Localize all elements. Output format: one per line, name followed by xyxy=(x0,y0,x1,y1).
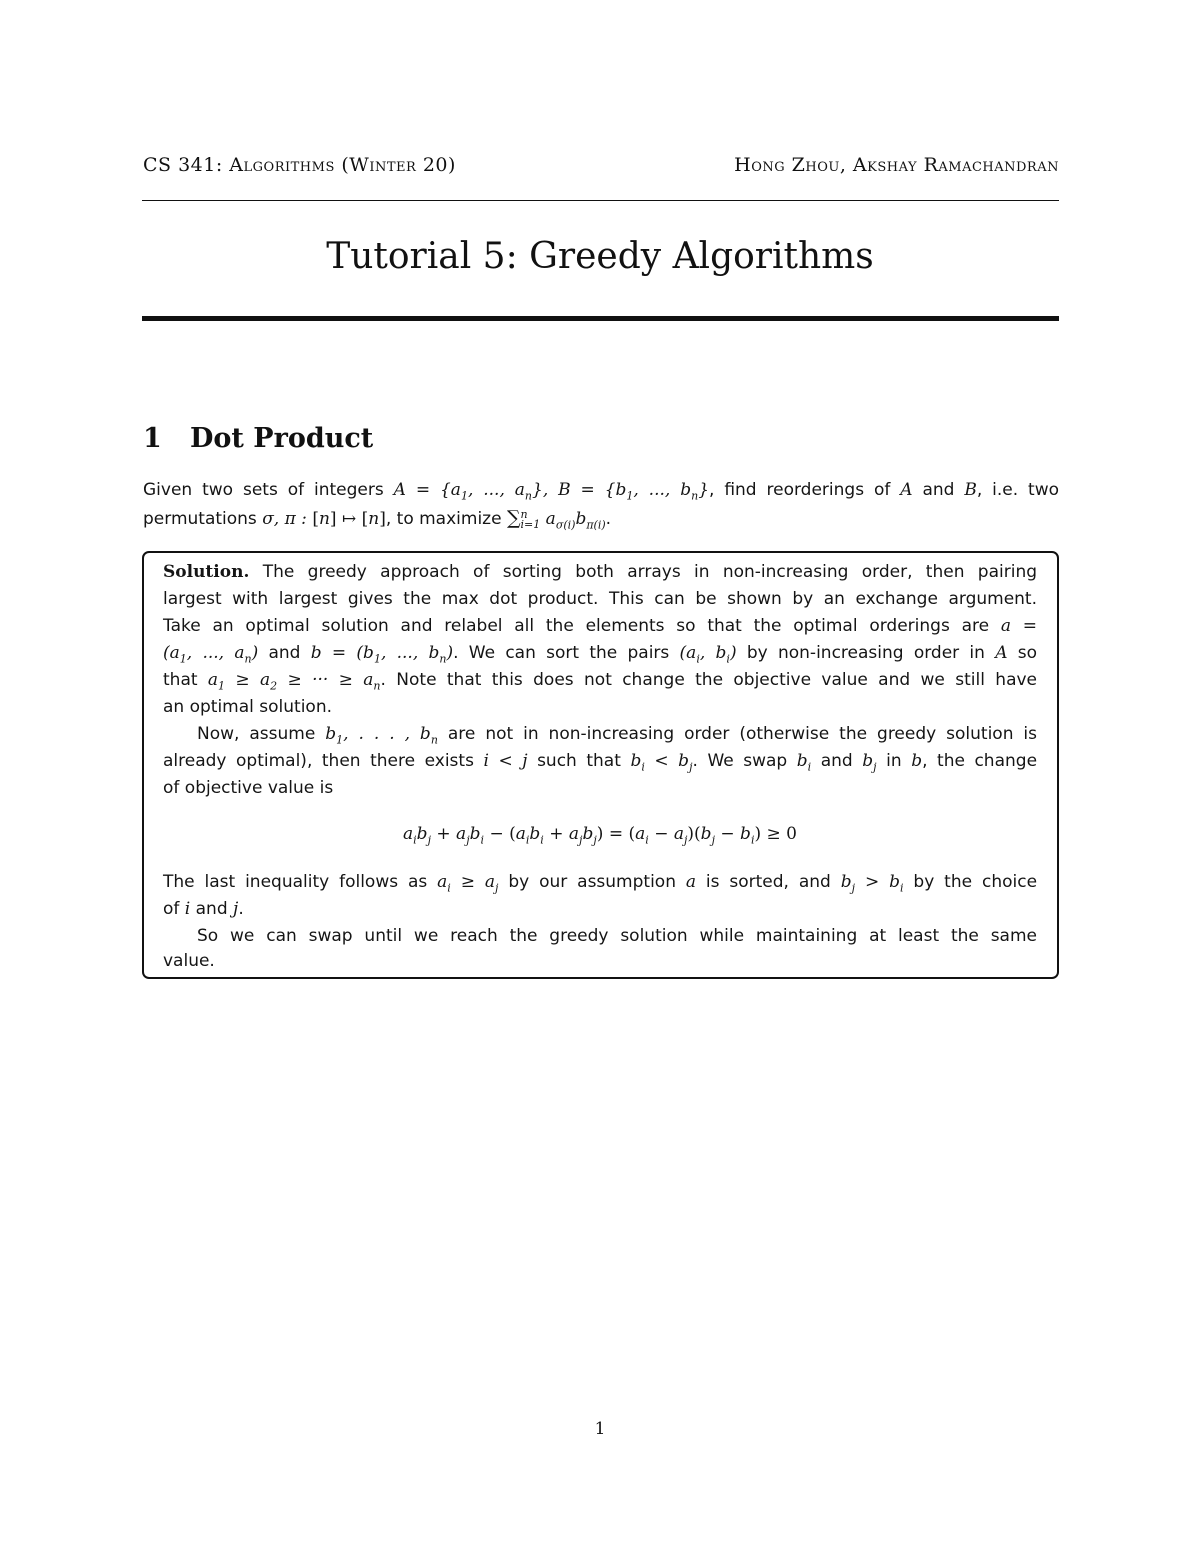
text: . We can sort the pairs xyxy=(453,643,680,663)
text: , i.e. two xyxy=(976,480,1060,500)
text: Now, assume xyxy=(197,724,326,744)
text: . xyxy=(238,899,244,919)
math: a = xyxy=(1000,616,1037,636)
math: i < j xyxy=(483,751,528,771)
solution-label: Solution. xyxy=(163,562,250,582)
text: . Note that this does not change the objective value and we still have xyxy=(380,670,1038,690)
math: b xyxy=(911,751,923,771)
header-divider xyxy=(142,200,1059,201)
math: $a_i \ge a_j$ xyxy=(437,872,499,895)
solution-line-12 xyxy=(197,926,1037,946)
text: and xyxy=(912,480,965,500)
math: $b_i$ xyxy=(796,751,812,774)
solution-line-9 xyxy=(163,778,333,798)
header-course: CS 341: Algorithms (Winter 20) xyxy=(143,154,456,176)
text: of xyxy=(163,899,185,919)
solution-line-5 xyxy=(163,670,1038,693)
text: The greedy approach of sorting both arrays in non-increasing order, then pairing xyxy=(262,562,1038,582)
text: is sorted, and xyxy=(696,872,841,892)
solution-line-1 xyxy=(163,562,1037,582)
solution-line-8 xyxy=(163,751,1038,774)
text: Given two sets of integers xyxy=(143,480,394,500)
solution-line-6 xyxy=(163,697,332,717)
text: Take an optimal solution and relabel all the elements so that the optimal orderings are xyxy=(163,616,1001,636)
math: i xyxy=(184,899,191,919)
math-sets: $A = \{a_1$, ..., $a_n$}, $B = \{b_1$, ..., $b_n$} xyxy=(393,480,710,503)
solution-line-7 xyxy=(197,724,1038,747)
math-B: B xyxy=(964,480,977,500)
math: a xyxy=(685,872,697,892)
problem-line-2 xyxy=(143,507,611,530)
math: j xyxy=(233,899,239,919)
text: by our assumption xyxy=(498,872,686,892)
solution-line-11 xyxy=(163,899,244,919)
text: and xyxy=(811,751,863,771)
text: an optimal solution. xyxy=(163,697,333,717)
math-A: A xyxy=(900,480,913,500)
page-number: 1 xyxy=(594,1419,606,1439)
text: in xyxy=(876,751,912,771)
text: already optimal), then there exists xyxy=(163,751,484,771)
text: of objective value is xyxy=(163,778,334,798)
text: , to maximize xyxy=(385,509,507,529)
solution-line-13 xyxy=(163,951,215,971)
solution-line-10 xyxy=(163,872,1038,895)
text: so xyxy=(1007,643,1037,663)
text: , find reorderings of xyxy=(709,480,901,500)
equation: $a_ib_j + a_jb_i - (a_ib_i + a_jb_j) = (a_i - a_j)(b_j - b_i) \ge 0$ xyxy=(403,824,797,847)
problem-line-1 xyxy=(143,480,1060,503)
text: that xyxy=(163,670,208,690)
text: . xyxy=(605,509,612,529)
text: and xyxy=(258,643,311,663)
document-title: Tutorial 5: Greedy Algorithms xyxy=(326,236,874,277)
text: such that xyxy=(527,751,631,771)
section-number: 1 xyxy=(143,423,162,454)
title-divider xyxy=(142,316,1059,321)
text: largest with largest gives the max dot product. This can be shown by an exchange argument. xyxy=(163,589,1037,609)
math: A xyxy=(995,643,1008,663)
text: . We swap xyxy=(692,751,797,771)
solution-line-2 xyxy=(163,589,1037,609)
section-title: Dot Product xyxy=(190,423,374,454)
math: $b_i < b_j$ xyxy=(630,751,693,774)
math-permutations: σ, π : [n] ↦ [n] xyxy=(262,509,386,529)
text: by the choice xyxy=(903,872,1038,892)
math: $a_1 \ge a_2$ ≥ ··· ≥ $a_n$ xyxy=(207,670,381,693)
math: ($a_1$, ..., $a_n$) xyxy=(163,643,259,666)
text: are not in non-increasing order (otherwise the greedy solution is xyxy=(437,724,1038,744)
header-authors: Hong Zhou, Akshay Ramachandran xyxy=(734,154,1059,176)
math: $b_1$, . . . , $b_n$ xyxy=(325,724,438,747)
solution-line-3 xyxy=(163,616,1037,636)
text: value. xyxy=(163,951,215,971)
math: ($a_i$, $b_i$) xyxy=(679,643,737,666)
math: $b_j$ xyxy=(862,751,877,774)
math-sum: ∑ n i=1 $a_{\sigma(i)}b_{\pi(i)}$ xyxy=(506,507,606,532)
text: , the change xyxy=(922,751,1038,771)
math: $b = (b_1$, ..., $b_n$) xyxy=(310,643,454,666)
solution-line-4 xyxy=(163,643,1037,666)
text: So we can swap until we reach the greedy solution while maintaining at least the same xyxy=(197,926,1037,946)
text: permutations xyxy=(143,509,263,529)
math: $b_j > b_i$ xyxy=(840,872,904,895)
text: The last inequality follows as xyxy=(163,872,438,892)
text: and xyxy=(190,899,234,919)
text: by non-increasing order in xyxy=(736,643,996,663)
